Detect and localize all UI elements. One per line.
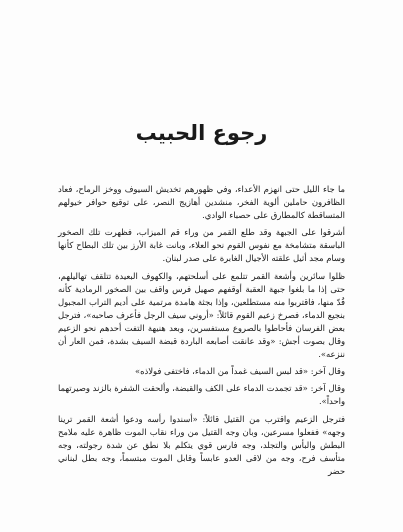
paragraph: وقال آخر: «قد لبس السيف غمداً من الدماء، فاختفى فولاذه» <box>134 366 345 377</box>
body-text <box>58 183 345 482</box>
paragraph: أشرقوا على الجبهة وقد طلع القمر من وراء قم الميزاب، فظهرت تلك الصخور الباسقة متشامخة مع نفوس القوم نحو العلاء، وبانت غابة الأرز بين تلك البطاح كأنها وسام مجد أثيل علقته الأجيال الغابرة على صدر لبنان. <box>58 227 345 264</box>
paragraph: ظلوا سائرين وأشعة القمر تتلمع على أسلحتهم، والكهوف البعيدة تتلقف تهاليلهم، حتى إذا ما بلغوا جبهة العقبة أوقفهم صهيل فرس واقف بين الصخور الرمادية كأنه قُدّ منها، فاقتربوا منه مستطلعين، وإذا بجثة هامدة مرتمية على أديم التراب المجبول بنجيع الدماء، فصرخ زعيم القوم قائلاً: «أروني سيف الرجل فأعرف صاحبه»، فترجل بعض الفرسان فأحاطوا بالصروع مستفسرين، وبعد هنيهة التفت أحدهم نحو الزعيم وقال بصوت أجش: «وقد عانقت أصابعه الباردة قبضة السيف بشدة، فمن العار أن ننزعه». <box>58 270 345 360</box>
paragraph: وقال آخر: «قد تجمدت الدماء على الكف والقبضة، وألحقت الشفرة بالزند وصيرتهما واحداً». <box>58 383 345 407</box>
chapter-title: رجوع الحبيب <box>135 121 268 145</box>
paragraph: ما جاء الليل حتى انهزم الأعداء، وفي ظهورهم تخديش السيوف ووخز الرماح، فعاد الظافرون حاملين ألوية الفخر، منشدين أهازيج النصر، على توقيع حوافر خيولهم المتساقطة كالمطارق على حصباء الوادي. <box>58 184 345 221</box>
paragraph: فترجل الزعيم واقترب من القتيل قائلاً: «أسندوا رأسه ودعوا أشعة القمر ترينا وجهه» ففعلوا مسرعين، وبان وجه القتيل من وراء نقاب الموت ظاهرة عليه ملامح البطش والبأس والتجلد، وجه فارس قوي يتكلم بلا نطق عن شدة رجولته، وجه متأسف فرح، وجه من لاقى العدو عابساً وقابل الموت مبتسماً، وجه بطل لبناني حضر <box>58 413 345 476</box>
